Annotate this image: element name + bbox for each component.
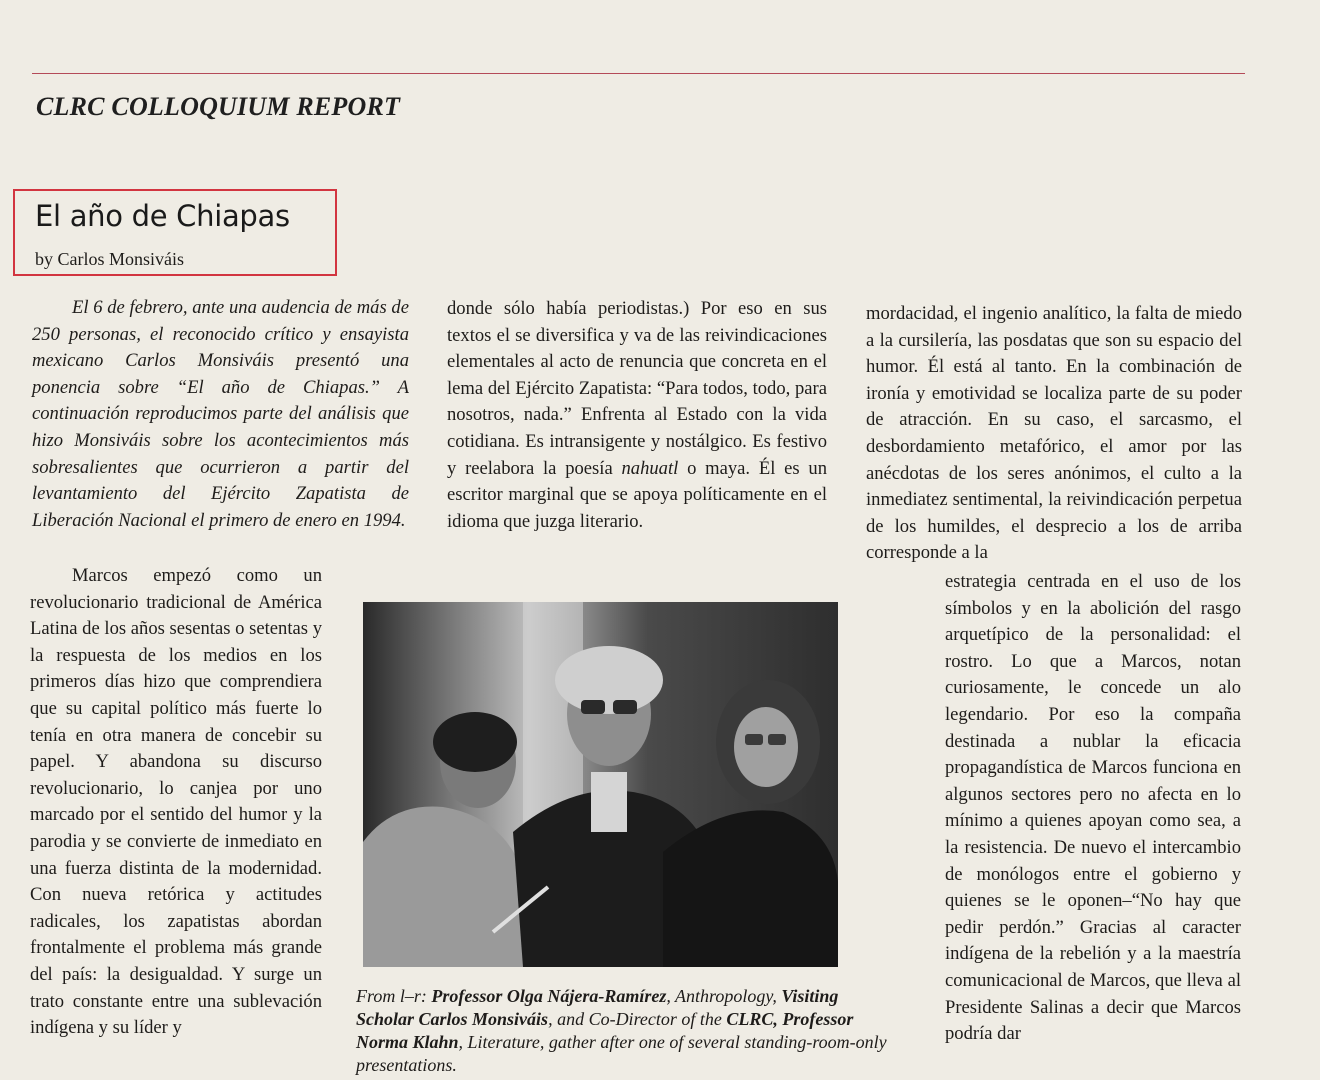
column-2-part-1: donde sólo había periodistas.) Por eso en sus textos el se diversifica y va de las reivindicaciones elementales al acto de renuncia que concreta en el lema del Ejército Zapatista: “Para todos, todo, para nosotros, nada.” Enfrenta al Estado con la vida cotidiana. Es intransigente y nostálgico. Es festivo y reelabora la poesía [447, 298, 827, 479]
column-2-italic-word: nahuatl [621, 457, 679, 479]
column-3-lower-paragraph: estrategia centrada en el uso de los símbolos y en la abolición del rasgo arquetípico de la personalidad: el rostro. Lo que a Marcos, notan curiosamente, le concede un alo legendario. Por eso la compaña destinada a nublar la eficacia propagandística de Marcos funciona en algunos sectores pero no afecta en lo mínimo a quienes apoyan como sea, a la resistencia. De nuevo el intercambio de monólogos entre el gobierno y quienes se le oponen–“No hay que pedir perdón.” Gracias al caracter indígena de la rebelión y a la maestría comunicacional de Marcos, que lleva al Presidente Salinas a decir que Marcos podría dar [945, 571, 1241, 1045]
event-photograph [363, 602, 838, 967]
column-1-paragraph: Marcos empezó como un revolucionario tradicional de América Latina de los años sesentas o setentas y la respuesta de los medios en los primeros días hizo que comprendiera que su capital político más fuerte lo tenía en otra manera de concebir su papel. Y abandona su discurso revolucionario, lo canjea por uno marcado por el sentido del humor y la parodia y se convierte de inmediato en una fuerza distinta de la modernidad. Con nueva retórica y actitudes radicales, los zapatistas abordan frontalmente el problema más grande del país: la desigualdad. Y surge un trato constante entre una sublevación indígena y su líder y [30, 565, 322, 1039]
caption-name-1: Professor Olga Nájera-Ramírez [431, 986, 667, 1006]
caption-part-4: , Literature, gather after one of several standing-room-only presentations. [356, 1032, 887, 1075]
caption-part-1: From l–r: [356, 986, 432, 1006]
column-3-upper-text [866, 301, 1242, 567]
column-1-text [30, 563, 322, 1042]
column-3-upper-paragraph: mordacidad, el ingenio analítico, la falta de miedo a la cursilería, las posdatas que son su espacio del humor. Él está al tanto. En la combinación de ironía y emotividad se localiza parte de su poder de atracción. En su caso, el sarcasmo, el desbordamiento metafórico, el amor por las anécdotas de los seres anónimos, el culto a la inmediatez sentimental, la reivindicación perpetua de los humildes, el desprecio a los de arriba corresponde a la [866, 303, 1242, 564]
top-rule [32, 73, 1245, 74]
section-heading: CLRC COLLOQUIUM REPORT [36, 92, 401, 121]
article-title: El año de Chiapas [35, 199, 290, 233]
article-byline: by Carlos Monsiváis [35, 249, 185, 269]
column-2-part-2: o maya. Él es un escritor marginal que se apoya políticamente en el idioma que juzga literario. [447, 457, 828, 532]
caption-name-3: CLRC, Professor Norma Klahn [356, 1009, 854, 1052]
caption-part-2: , Anthropology, [666, 986, 782, 1006]
caption-name-2: Visiting Scholar Carlos Monsiváis [356, 986, 839, 1029]
photo-caption [356, 985, 896, 1077]
article-intro [32, 295, 409, 534]
photo-illustration [363, 602, 838, 967]
column-2-text [447, 296, 827, 535]
caption-part-3: , and Co-Director of the [548, 1009, 727, 1029]
column-3-lower-text [945, 569, 1241, 1048]
intro-paragraph: El 6 de febrero, ante una audencia de más de 250 personas, el reconocido crítico y ensayista mexicano Carlos Monsiváis presentó una ponencia sobre “El año de Chiapas.” A continuación reproducimos parte del análisis que hizo Monsiváis sobre los acontecimientos más sobresalientes que ocurrieron a partir del levantamiento del Ejército Zapatista de Liberación Nacional el primero de enero en 1994. [32, 297, 409, 531]
column-2-paragraph [447, 296, 827, 535]
